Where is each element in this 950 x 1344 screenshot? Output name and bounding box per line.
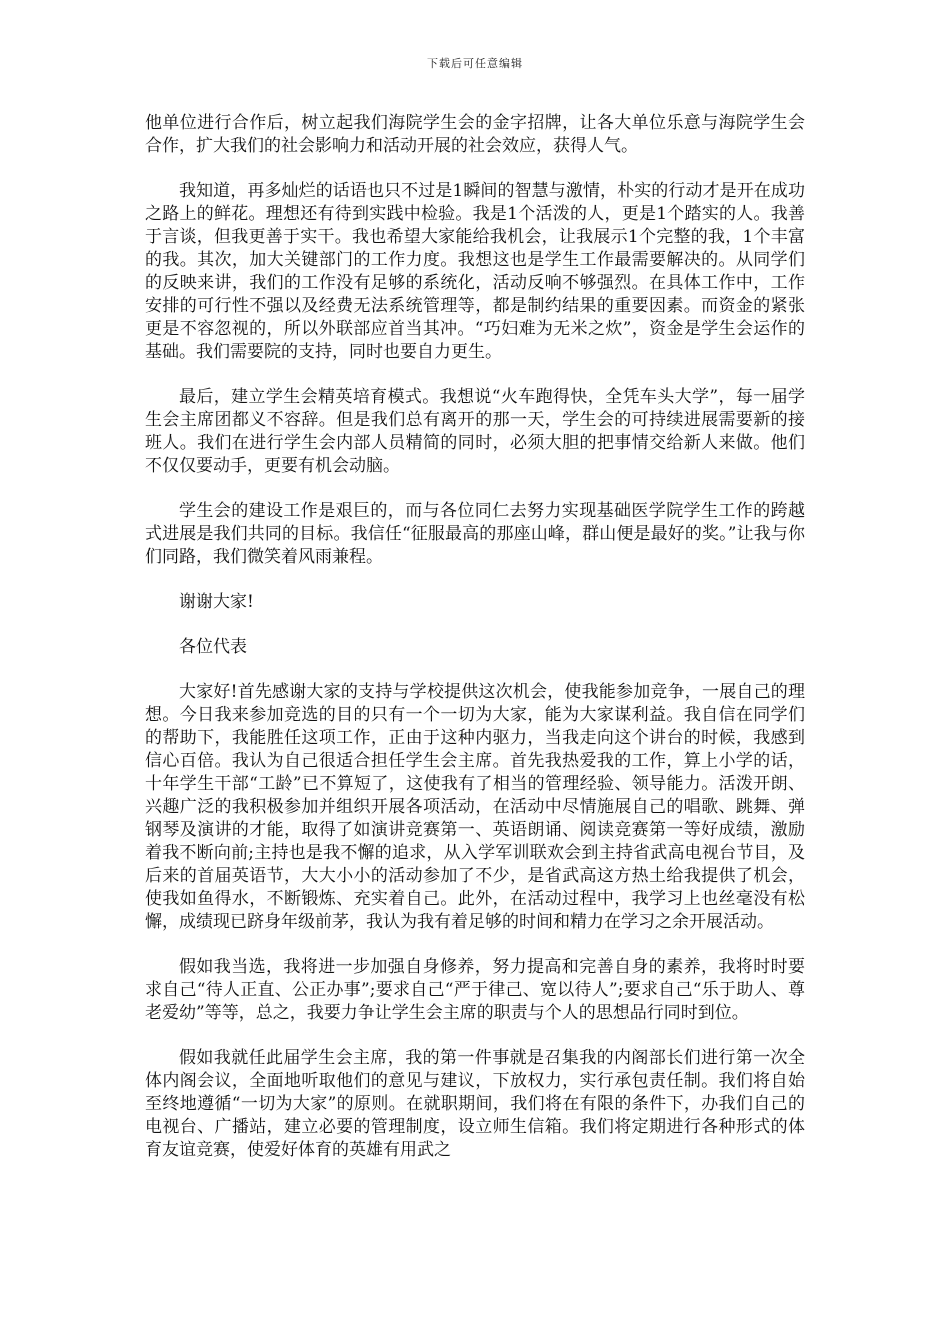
document-body — [145, 112, 805, 1184]
paragraph: 他单位进行合作后，树立起我们海院学生会的金字招牌，让各大单位乐意与海院学生会合作，扩大我们的社会影响力和活动开展的社会效应，获得人气。 — [145, 113, 805, 156]
salutation: 各位代表 — [179, 637, 247, 657]
paragraph: 学生会的建设工作是艰巨的，而与各位同仁去努力实现基础医学院学生工作的跨越式进展是我们共同的目标。我信任“征服最高的那座山峰，群山便是最好的奖。”让我与你们同路，我们微笑着风雨兼程。 — [145, 501, 805, 567]
paragraph: 大家好!首先感谢大家的支持与学校提供这次机会，使我能参加竞争，一展自己的理想。今日我来参加竞选的目的只有一个一切为大家，能为大家谋利益。我自信在同学们的帮助下，我能胜任这项工作，正由于这种内驱力，当我走向这个讲台的时候，我感到信心百倍。我认为自己很适合担任学生会主席。首先我热爱我的工作，算上小学的话，十年学生干部“工龄”已不算短了，这使我有了相当的管理经验、领导能力。活泼开朗、兴趣广泛的我积极参加并组织开展各项活动，在活动中尽情施展自己的唱歌、跳舞、弹钢琴及演讲的才能，取得了如演讲竞赛第一、英语朗诵、阅读竞赛第一等好成绩，激励着我不断向前;主持也是我不懈的追求，从入学军训联欢会到主持省武高电视台节目，及后来的首届英语节，大大小小的活动参加了不少，是省武高这方热土给我提供了机会，使我如鱼得水，不断锻炼、充实着自己。此外，在活动过程中，我学习上也丝毫没有松懈，成绩现已跻身年级前茅，我认为我有着足够的时间和精力在学习之余开展活动。 — [145, 682, 805, 932]
paragraph: 假如我就任此届学生会主席，我的第一件事就是召集我的内阁部长们进行第一次全体内阁会议，全面地听取他们的意见与建议，下放权力，实行承包责任制。我们将自始至终地遵循“一切为大家”的原则。在就职期间，我们将在有限的条件下，办我们自己的电视台、广播站，建立必要的管理制度，设立师生信箱。我们将定期进行各种形式的体育友谊竞赛，使爱好体育的英雄有用武之 — [145, 1048, 805, 1160]
paragraph: 我知道，再多灿烂的话语也只不过是1瞬间的智慧与激情，朴实的行动才是开在成功之路上的鲜花。理想还有待到实践中检验。我是1个活泼的人，更是1个踏实的人。我善于言谈，但我更善于实干。我也希望大家能给我机会，让我展示1个完整的我，1个丰富的我。其次，加大关键部门的工作力度。我想这也是学生工作最需要解决的。从同学们的反映来讲，我们的工作没有足够的系统化，活动反响不够强烈。在具体工作中，工作安排的可行性不强以及经费无法系统管理等，都是制约结果的重要因素。而资金的紧张更是不容忽视的，所以外联部应首当其冲。“巧妇难为无米之炊”，资金是学生会运作的基础。我们需要院的支持，同时也要自力更生。 — [145, 181, 805, 362]
thanks-line: 谢谢大家! — [179, 592, 254, 612]
paragraph: 最后，建立学生会精英培育模式。我想说“火车跑得快，全凭车头大学”，每一届学生会主席团都义不容辞。但是我们总有离开的那一天，学生会的可持续进展需要新的接班人。我们在进行学生会内部人员精简的同时，必须大胆的把事情交给新人来做。他们不仅仅要动手，更要有机会动脑。 — [145, 387, 805, 476]
page-header-note: 下载后可任意编辑 — [427, 57, 523, 70]
paragraph: 假如我当选，我将进一步加强自身修养，努力提高和完善自身的素养，我将时时要求自己“待人正直、公正办事”;要求自己“严于律己、宽以待人”;要求自己“乐于助人、尊老爱幼”等等，总之，我要力争让学生会主席的职责与个人的思想品行同时到位。 — [145, 957, 805, 1023]
